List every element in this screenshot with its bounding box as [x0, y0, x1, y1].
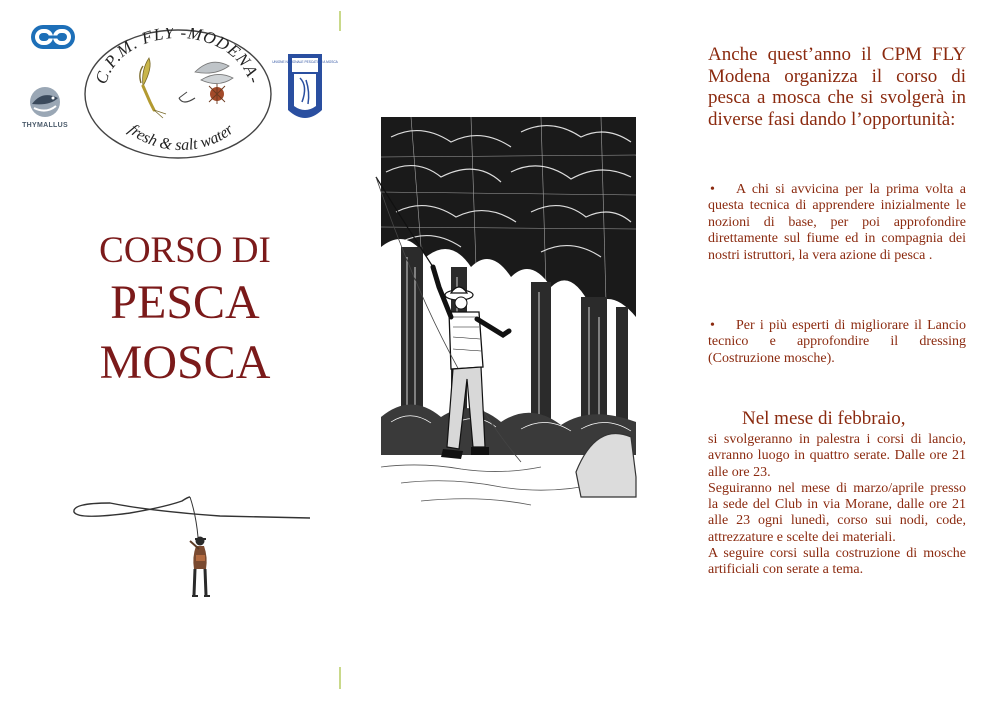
club-oval-logo	[83, 28, 273, 161]
title-line-2: PESCA	[110, 276, 260, 329]
bullet-text: Per i più esperti di migliorare il Lancio tecnico e approfondire il dressing (Costruzione mosche).	[708, 318, 966, 366]
thymallus-label: THYMALLUS	[22, 122, 68, 129]
oval-bottom-text: fresh & salt water	[125, 121, 237, 155]
schedule-paragraph: A seguire corsi sulla costruzione di mosche artificiali con serate a tema.	[708, 546, 966, 578]
title-line-3: MOSCA	[99, 336, 271, 389]
february-heading: Nel mese di febbraio,	[742, 408, 906, 429]
february-schedule	[708, 432, 966, 579]
bullet-item	[708, 182, 966, 264]
schedule-paragraph: si svolgeranno in palestra i corsi di lancio, avranno luogo in quattro serate. Dalle ore 21 alle ore 23.	[708, 432, 966, 480]
course-title	[40, 229, 330, 393]
oval-top-text: C.P.M. FLY -MODENA-	[91, 28, 265, 87]
bullet-dot	[708, 182, 736, 198]
forest-fisherman-illustration	[381, 117, 636, 515]
union-shield-logo	[272, 52, 338, 126]
bullet-item	[708, 318, 966, 367]
bullet-dot	[708, 318, 736, 334]
fold-mark-bottom	[339, 667, 341, 689]
fold-mark-top	[339, 11, 341, 31]
chain-logo	[30, 22, 76, 52]
thymallus-logo	[20, 84, 70, 132]
title-line-1: CORSO DI	[99, 230, 271, 271]
intro-paragraph: Anche quest’anno il CPM FLY Modena organizza il corso di pesca a mosca che si svolgerà in diverse fasi dando l’opportunità:	[708, 44, 966, 130]
bullet-text: A chi si avvicina per la prima volta a questa tecnica di apprendere inizialmente le nozioni di base, per poi approfondire direttamente sul fiume ed in compagnia dei nostri istruttori, la vera azione di pesca .	[708, 182, 966, 263]
shield-text: UNIONE NAZIONALE PESCATORI A MOSCA	[272, 60, 338, 64]
fly-caster-illustration	[70, 485, 315, 610]
schedule-paragraph: Seguiranno nel mese di marzo/aprile presso la sede del Club in via Morane, dalle ore 21 alle 23 ogni lunedì, corso sui nodi, code, attrezzature e scelte dei materiali.	[708, 480, 966, 545]
